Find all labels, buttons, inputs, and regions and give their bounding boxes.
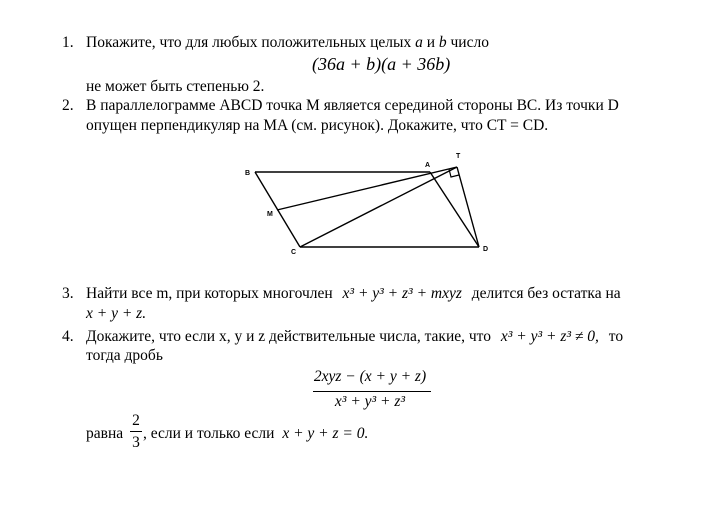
problem-4-line1-post: то	[608, 328, 624, 345]
problem-4-eq-pre: равна	[86, 425, 124, 442]
problem-4-line1-pre: Докажите, что если x, y и z действительные числа, такие, что	[86, 328, 491, 345]
problem-1-line2: не может быть степенью 2.	[86, 78, 265, 95]
segment-DT	[457, 167, 479, 247]
problem-2-number: 2.	[62, 97, 74, 114]
problem-4-number: 4.	[62, 328, 74, 345]
problem-1-var-b: b	[438, 34, 447, 51]
label-A: A	[425, 162, 431, 169]
problem-1-line1-post: число	[450, 34, 489, 51]
label-C: C	[291, 249, 297, 256]
problem-3-number: 3.	[62, 285, 74, 302]
problem-2-line1: В параллелограмме ABCD точка M является серединой стороны BC. Из точки D	[86, 97, 619, 114]
problem-4-eq-condition: x + y + z = 0.	[282, 425, 369, 442]
label-M: M	[267, 211, 273, 218]
problem-4-eq-denominator: 3	[132, 434, 140, 451]
problem-4-fraction-bar	[313, 391, 431, 392]
label-T: T	[456, 153, 461, 160]
problem-4-line1	[86, 328, 623, 346]
label-D: D	[483, 246, 489, 253]
problem-4-line2: тогда дробь	[86, 347, 163, 364]
label-B: B	[245, 170, 251, 177]
segment-MT	[277, 167, 457, 210]
problem-4-eq-post-text: , если и только если	[143, 425, 275, 442]
problem-1-line1-pre: Покажите, что для любых положительных целых	[86, 34, 412, 51]
problem-1-text	[86, 34, 489, 52]
problem-1-and: и	[426, 34, 435, 51]
problem-1-number: 1.	[62, 34, 74, 51]
problem-3-line1	[86, 285, 621, 303]
problem-2-line2: опущен перпендикуляр на MA (см. рисунок). Докажите, что CT = CD.	[86, 117, 549, 134]
problem-3-poly: x³ + y³ + z³ + mxyz	[342, 285, 462, 302]
problem-3-line1-post: делится без остатка на	[471, 285, 621, 302]
problem-1-formula: (36a + b)(a + 36b)	[312, 54, 451, 74]
problem-3-line1-pre: Найти все m, при которых многочлен	[86, 285, 333, 302]
problem-4-eq-post	[143, 425, 368, 443]
problem-4-fraction-numerator: 2xyz − (x + y + z)	[313, 368, 427, 385]
segment-CT	[300, 167, 457, 247]
problem-1-var-a: a	[415, 34, 423, 51]
side-AD	[430, 172, 479, 247]
problem-4-condition: x³ + y³ + z³ ≠ 0,	[500, 328, 599, 345]
problem-4-eq-numerator: 2	[132, 412, 140, 429]
problem-4-eq-bar	[130, 431, 142, 432]
problem-3-line2: x + y + z.	[86, 305, 147, 322]
problem-4-fraction-denominator: x³ + y³ + z³	[334, 393, 406, 410]
parallelogram-figure	[240, 150, 500, 262]
